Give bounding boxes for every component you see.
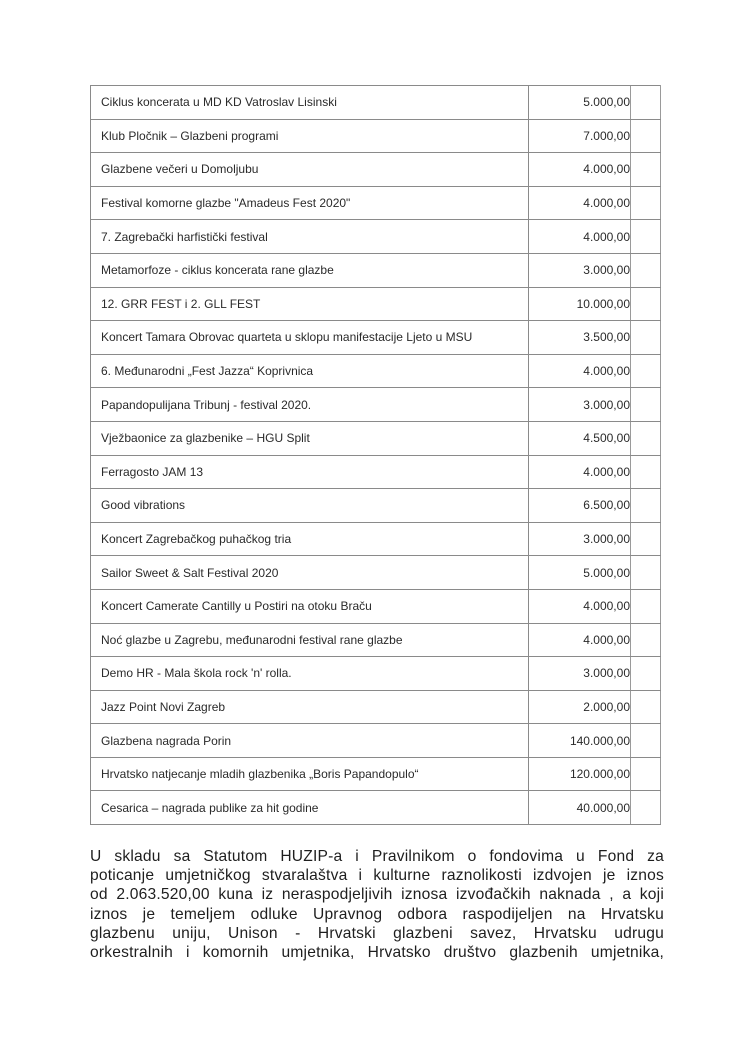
empty-cell — [631, 321, 661, 355]
program-name-cell: Glazbena nagrada Porin — [91, 724, 529, 758]
amount-cell: 7.000,00 — [529, 119, 631, 153]
amount-cell: 3.000,00 — [529, 388, 631, 422]
table-row — [91, 690, 661, 724]
amount-cell: 5.000,00 — [529, 86, 631, 120]
empty-cell — [631, 623, 661, 657]
empty-cell — [631, 253, 661, 287]
empty-cell — [631, 287, 661, 321]
table-row — [91, 657, 661, 691]
table-row — [91, 589, 661, 623]
program-name-cell: Demo HR - Mala škola rock 'n' rolla. — [91, 657, 529, 691]
paragraph-line: glazbenu uniju, Unison - Hrvatski glazbeni savez, Hrvatsku udrugu — [90, 924, 664, 942]
amount-cell: 4.000,00 — [529, 455, 631, 489]
program-name-cell: Noć glazbe u Zagrebu, međunarodni festival rane glazbe — [91, 623, 529, 657]
table-row — [91, 522, 661, 556]
table-row — [91, 724, 661, 758]
amount-cell: 3.000,00 — [529, 253, 631, 287]
amount-cell: 140.000,00 — [529, 724, 631, 758]
empty-cell — [631, 220, 661, 254]
amount-cell: 3.000,00 — [529, 657, 631, 691]
empty-cell — [631, 388, 661, 422]
grants-table-body — [91, 86, 661, 825]
program-name-cell: 12. GRR FEST i 2. GLL FEST — [91, 287, 529, 321]
program-name-cell: Hrvatsko natjecanje mladih glazbenika „Boris Papandopulo“ — [91, 757, 529, 791]
program-name-cell: Koncert Zagrebačkog puhačkog tria — [91, 522, 529, 556]
program-name-cell: Good vibrations — [91, 489, 529, 523]
empty-cell — [631, 522, 661, 556]
amount-cell: 4.000,00 — [529, 186, 631, 220]
empty-cell — [631, 86, 661, 120]
amount-cell: 4.000,00 — [529, 354, 631, 388]
table-row — [91, 421, 661, 455]
program-name-cell: Glazbene večeri u Domoljubu — [91, 153, 529, 187]
program-name-cell: Klub Pločnik – Glazbeni programi — [91, 119, 529, 153]
amount-cell: 40.000,00 — [529, 791, 631, 825]
amount-cell: 2.000,00 — [529, 690, 631, 724]
program-name-cell: Papandopulijana Tribunj - festival 2020. — [91, 388, 529, 422]
table-row — [91, 489, 661, 523]
program-name-cell: Sailor Sweet & Salt Festival 2020 — [91, 556, 529, 590]
table-row — [91, 321, 661, 355]
table-row — [91, 287, 661, 321]
table-row — [91, 556, 661, 590]
program-name-cell: Ferragosto JAM 13 — [91, 455, 529, 489]
program-name-cell: 7. Zagrebački harfistički festival — [91, 220, 529, 254]
amount-cell: 5.000,00 — [529, 556, 631, 590]
table-row — [91, 455, 661, 489]
paragraph-line: od 2.063.520,00 kuna iz neraspodjeljivih iznosa izvođačkih naknada , a koji — [90, 886, 664, 904]
empty-cell — [631, 791, 661, 825]
program-name-cell: Jazz Point Novi Zagreb — [91, 690, 529, 724]
paragraph-line: U skladu sa Statutom HUZIP-a i Pravilnikom o fondovima u Fond za — [90, 848, 664, 865]
body-paragraph — [90, 847, 664, 962]
table-row — [91, 623, 661, 657]
empty-cell — [631, 421, 661, 455]
paragraph-line: orkestralnih i komornih umjetnika, Hrvatsko društvo glazbenih umjetnika, — [90, 944, 664, 962]
empty-cell — [631, 757, 661, 791]
grants-table — [90, 85, 661, 825]
table-row — [91, 186, 661, 220]
program-name-cell: Koncert Camerate Cantilly u Postiri na otoku Braču — [91, 589, 529, 623]
empty-cell — [631, 354, 661, 388]
amount-cell: 4.000,00 — [529, 220, 631, 254]
amount-cell: 4.500,00 — [529, 421, 631, 455]
table-row — [91, 153, 661, 187]
empty-cell — [631, 119, 661, 153]
program-name-cell: Vježbaonice za glazbenike – HGU Split — [91, 421, 529, 455]
empty-cell — [631, 556, 661, 590]
amount-cell: 10.000,00 — [529, 287, 631, 321]
empty-cell — [631, 690, 661, 724]
empty-cell — [631, 153, 661, 187]
empty-cell — [631, 455, 661, 489]
program-name-cell: 6. Međunarodni „Fest Jazza“ Koprivnica — [91, 354, 529, 388]
amount-cell: 3.000,00 — [529, 522, 631, 556]
amount-cell: 6.500,00 — [529, 489, 631, 523]
empty-cell — [631, 489, 661, 523]
program-name-cell: Koncert Tamara Obrovac quarteta u sklopu manifestacije Ljeto u MSU — [91, 321, 529, 355]
table-row — [91, 220, 661, 254]
amount-cell: 120.000,00 — [529, 757, 631, 791]
paragraph-line: poticanje umjetničkog stvaralaštva i kulturne raznolikosti izdvojen je iznos — [90, 867, 664, 885]
table-row — [91, 757, 661, 791]
amount-cell: 3.500,00 — [529, 321, 631, 355]
empty-cell — [631, 186, 661, 220]
program-name-cell: Ciklus koncerata u MD KD Vatroslav Lisinski — [91, 86, 529, 120]
table-row — [91, 253, 661, 287]
empty-cell — [631, 724, 661, 758]
paragraph-line: iznos je temeljem odluke Upravnog odbora raspodijeljen na Hrvatsku — [90, 905, 664, 923]
amount-cell: 4.000,00 — [529, 623, 631, 657]
table-row — [91, 388, 661, 422]
amount-cell: 4.000,00 — [529, 153, 631, 187]
amount-cell: 4.000,00 — [529, 589, 631, 623]
table-row — [91, 354, 661, 388]
table-row — [91, 86, 661, 120]
empty-cell — [631, 589, 661, 623]
table-row — [91, 791, 661, 825]
program-name-cell: Cesarica – nagrada publike za hit godine — [91, 791, 529, 825]
table-row — [91, 119, 661, 153]
empty-cell — [631, 657, 661, 691]
program-name-cell: Festival komorne glazbe "Amadeus Fest 2020" — [91, 186, 529, 220]
program-name-cell: Metamorfoze - ciklus koncerata rane glazbe — [91, 253, 529, 287]
